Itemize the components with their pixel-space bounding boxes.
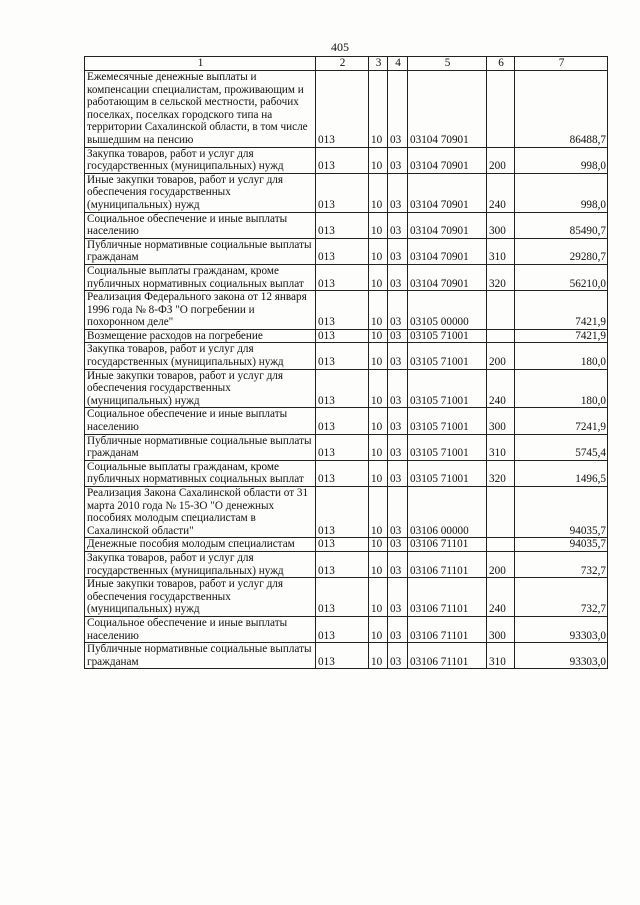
row-name: Ежемесячные денежные выплаты и компенсации специалистам, проживающим и работающим в сельской местности, рабочих поселках, поселках городского типа на территории Сахалинской области, в том числе вышедшим на пенсию (85, 71, 316, 148)
cell-section: 10 (369, 460, 388, 486)
cell-target-article: 03104 70901 (408, 147, 487, 173)
column-header: 5 (408, 57, 487, 71)
cell-section: 10 (369, 329, 388, 343)
table-row (85, 264, 608, 290)
cell-subsection: 03 (388, 551, 408, 577)
row-name: Публичные нормативные социальные выплаты гражданам (85, 643, 316, 669)
cell-ministry-code: 013 (316, 369, 369, 408)
cell-amount: 94035,7 (515, 487, 608, 538)
table-row (85, 173, 608, 212)
column-header: 2 (316, 57, 369, 71)
cell-section: 10 (369, 147, 388, 173)
row-name: Закупка товаров, работ и услуг для государственных (муниципальных) нужд (85, 551, 316, 577)
cell-target-article: 03105 71001 (408, 369, 487, 408)
cell-amount: 180,0 (515, 369, 608, 408)
cell-subsection: 03 (388, 343, 408, 369)
cell-target-article: 03105 71001 (408, 343, 487, 369)
cell-ministry-code: 013 (316, 487, 369, 538)
cell-section: 10 (369, 538, 388, 552)
cell-subsection: 03 (388, 408, 408, 434)
cell-amount: 180,0 (515, 343, 608, 369)
cell-amount: 93303,0 (515, 616, 608, 642)
cell-expense-type (487, 291, 515, 330)
cell-ministry-code: 013 (316, 173, 369, 212)
column-header: 7 (515, 57, 608, 71)
cell-subsection: 03 (388, 212, 408, 238)
cell-target-article: 03105 71001 (408, 434, 487, 460)
cell-section: 10 (369, 369, 388, 408)
cell-subsection: 03 (388, 616, 408, 642)
cell-subsection: 03 (388, 643, 408, 669)
cell-ministry-code: 013 (316, 643, 369, 669)
cell-ministry-code: 013 (316, 538, 369, 552)
cell-amount: 5745,4 (515, 434, 608, 460)
cell-subsection: 03 (388, 460, 408, 486)
cell-section: 10 (369, 434, 388, 460)
cell-expense-type (487, 538, 515, 552)
cell-expense-type: 310 (487, 434, 515, 460)
cell-amount: 732,7 (515, 551, 608, 577)
table-row (85, 147, 608, 173)
cell-expense-type (487, 71, 515, 148)
column-header: 6 (487, 57, 515, 71)
cell-section: 10 (369, 264, 388, 290)
cell-subsection: 03 (388, 71, 408, 148)
cell-ministry-code: 013 (316, 460, 369, 486)
row-name: Социальные выплаты гражданам, кроме публичных нормативных социальных выплат (85, 264, 316, 290)
cell-target-article: 03104 70901 (408, 238, 487, 264)
table-row (85, 71, 608, 148)
table-row (85, 408, 608, 434)
cell-section: 10 (369, 551, 388, 577)
column-header: 4 (388, 57, 408, 71)
cell-amount: 7421,9 (515, 291, 608, 330)
cell-ministry-code: 013 (316, 291, 369, 330)
cell-target-article: 03104 70901 (408, 264, 487, 290)
row-name: Публичные нормативные социальные выплаты гражданам (85, 434, 316, 460)
row-name: Социальное обеспечение и иные выплаты населению (85, 616, 316, 642)
cell-target-article: 03106 71101 (408, 578, 487, 617)
cell-expense-type: 240 (487, 369, 515, 408)
cell-expense-type: 200 (487, 147, 515, 173)
cell-expense-type: 200 (487, 343, 515, 369)
cell-ministry-code: 013 (316, 434, 369, 460)
row-name: Закупка товаров, работ и услуг для государственных (муниципальных) нужд (85, 147, 316, 173)
cell-section: 10 (369, 343, 388, 369)
cell-target-article: 03104 70901 (408, 173, 487, 212)
cell-ministry-code: 013 (316, 616, 369, 642)
cell-section: 10 (369, 408, 388, 434)
cell-ministry-code: 013 (316, 264, 369, 290)
table-row (85, 578, 608, 617)
cell-amount: 29280,7 (515, 238, 608, 264)
row-name: Иные закупки товаров, работ и услуг для обеспечения государственных (муниципальных) нужд (85, 578, 316, 617)
column-header: 3 (369, 57, 388, 71)
cell-expense-type (487, 487, 515, 538)
row-name: Социальное обеспечение и иные выплаты населению (85, 408, 316, 434)
cell-target-article: 03106 71101 (408, 538, 487, 552)
row-name: Закупка товаров, работ и услуг для государственных (муниципальных) нужд (85, 343, 316, 369)
table-row (85, 291, 608, 330)
cell-target-article: 03106 71101 (408, 551, 487, 577)
cell-subsection: 03 (388, 538, 408, 552)
budget-table (84, 56, 608, 669)
table-row (85, 369, 608, 408)
cell-target-article: 03106 00000 (408, 487, 487, 538)
cell-target-article: 03106 71101 (408, 643, 487, 669)
cell-amount: 93303,0 (515, 643, 608, 669)
table-row (85, 238, 608, 264)
cell-ministry-code: 013 (316, 408, 369, 434)
cell-section: 10 (369, 291, 388, 330)
cell-expense-type: 300 (487, 616, 515, 642)
cell-amount: 1496,5 (515, 460, 608, 486)
cell-expense-type: 240 (487, 578, 515, 617)
cell-ministry-code: 013 (316, 343, 369, 369)
cell-section: 10 (369, 616, 388, 642)
cell-ministry-code: 013 (316, 147, 369, 173)
cell-subsection: 03 (388, 487, 408, 538)
cell-subsection: 03 (388, 578, 408, 617)
cell-ministry-code: 013 (316, 578, 369, 617)
cell-expense-type: 300 (487, 408, 515, 434)
header-row (85, 57, 608, 71)
cell-section: 10 (369, 487, 388, 538)
cell-subsection: 03 (388, 329, 408, 343)
table-row (85, 616, 608, 642)
cell-ministry-code: 013 (316, 551, 369, 577)
row-name: Возмещение расходов на погребение (85, 329, 316, 343)
cell-expense-type: 320 (487, 460, 515, 486)
table-row (85, 212, 608, 238)
row-name: Публичные нормативные социальные выплаты гражданам (85, 238, 316, 264)
cell-section: 10 (369, 238, 388, 264)
cell-ministry-code: 013 (316, 71, 369, 148)
cell-subsection: 03 (388, 291, 408, 330)
cell-expense-type: 240 (487, 173, 515, 212)
cell-target-article: 03105 71001 (408, 460, 487, 486)
cell-section: 10 (369, 173, 388, 212)
table-body (85, 71, 608, 669)
cell-amount: 732,7 (515, 578, 608, 617)
cell-subsection: 03 (388, 173, 408, 212)
cell-expense-type: 300 (487, 212, 515, 238)
row-name: Иные закупки товаров, работ и услуг для обеспечения государственных (муниципальных) нужд (85, 369, 316, 408)
cell-target-article: 03105 00000 (408, 291, 487, 330)
cell-target-article: 03106 71101 (408, 616, 487, 642)
row-name: Иные закупки товаров, работ и услуг для обеспечения государственных (муниципальных) нужд (85, 173, 316, 212)
cell-expense-type: 310 (487, 643, 515, 669)
cell-section: 10 (369, 643, 388, 669)
table-row (85, 551, 608, 577)
cell-target-article: 03104 70901 (408, 71, 487, 148)
cell-subsection: 03 (388, 264, 408, 290)
row-name: Реализация Федерального закона от 12 января 1996 года № 8-ФЗ "О погребении и похоронном деле" (85, 291, 316, 330)
cell-target-article: 03105 71001 (408, 408, 487, 434)
cell-section: 10 (369, 578, 388, 617)
cell-expense-type: 310 (487, 238, 515, 264)
cell-subsection: 03 (388, 238, 408, 264)
cell-amount: 7421,9 (515, 329, 608, 343)
cell-expense-type (487, 329, 515, 343)
table-row (85, 329, 608, 343)
table-row (85, 343, 608, 369)
row-name: Реализация Закона Сахалинской области от 31 марта 2010 года № 15-ЗО "О денежных пособиях молодым специалистам в Сахалинской области" (85, 487, 316, 538)
cell-amount: 7241,9 (515, 408, 608, 434)
cell-ministry-code: 013 (316, 238, 369, 264)
cell-ministry-code: 013 (316, 329, 369, 343)
cell-expense-type: 320 (487, 264, 515, 290)
table-row (85, 538, 608, 552)
column-header: 1 (85, 57, 316, 71)
cell-subsection: 03 (388, 434, 408, 460)
cell-subsection: 03 (388, 147, 408, 173)
row-name: Социальное обеспечение и иные выплаты населению (85, 212, 316, 238)
page-number: 405 (331, 40, 349, 54)
cell-section: 10 (369, 212, 388, 238)
cell-amount: 56210,0 (515, 264, 608, 290)
cell-target-article: 03105 71001 (408, 329, 487, 343)
table-row (85, 643, 608, 669)
cell-amount: 998,0 (515, 173, 608, 212)
cell-ministry-code: 013 (316, 212, 369, 238)
row-name: Денежные пособия молодым специалистам (85, 538, 316, 552)
cell-target-article: 03104 70901 (408, 212, 487, 238)
table-row (85, 487, 608, 538)
cell-subsection: 03 (388, 369, 408, 408)
cell-expense-type: 200 (487, 551, 515, 577)
cell-amount: 94035,7 (515, 538, 608, 552)
cell-amount: 85490,7 (515, 212, 608, 238)
cell-amount: 86488,7 (515, 71, 608, 148)
table-row (85, 460, 608, 486)
table-row (85, 434, 608, 460)
row-name: Социальные выплаты гражданам, кроме публичных нормативных социальных выплат (85, 460, 316, 486)
cell-section: 10 (369, 71, 388, 148)
cell-amount: 998,0 (515, 147, 608, 173)
